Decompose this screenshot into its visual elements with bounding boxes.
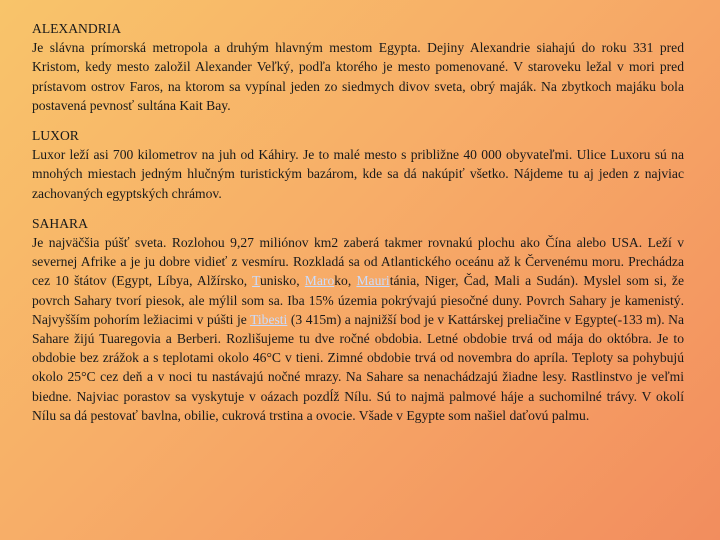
section-heading: SAHARA (32, 215, 88, 231)
text-run: tánia, Niger, Čad, Mali a Sudán). Myslel som si, že povrch Sahary tvorí piesok, ale mýlil som sa. Iba 15% územia pokrývajú piesočné duny. Povrch Sahary je kamenistý. Najvyšším pohorím ležiacimi v púšti je (32, 273, 684, 327)
section-heading: ALEXANDRIA (32, 21, 122, 36)
country-link-maroko[interactable]: Maro (304, 273, 335, 289)
text-run: Je najväčšia púšť sveta. Rozlohou 9,27 miliónov km2 zaberá takmer rovnakú plochu ako Čína alebo USA. Leží v severnej Afrike a je ju dobre vidieť z vesmíru. Rozkladá sa od Atlantického oceánu až k Červenému moru. Prechádza cez 10 štátov (Egypt, Líbya, Alžírsko, (32, 235, 684, 289)
section-text: Je slávna prímorská metropola a druhým hlavným mestom Egypta. Dejiny Alexandrie siahajú do roku 331 pred Kristom, kedy mesto založil Alexander Veľký, podľa ktorého je mesto pomenované. V staroveku ležal v mori pred prístavom ostrov Faros, na ktorom sa vypínal jeden zo siedmych divov sveta, obrý maják. Na zbytkoch majáku bola postavená pevnosť sultána Kait Bay. (32, 40, 684, 113)
link-tibesti[interactable]: Tibesti (250, 311, 288, 327)
text-run: (3 415m) a najnižší bod je v Kattárskej preliačine v Egypte(-133 m). Na Sahare žijú Tuaregovia a Berberi. Rozlišujeme tu dve ročné obdobia. Letné obdobie trvá od mája do októbra. Je to obdobie bez zrážok a s teplotami okolo 46°C v tieni. Zimné obdobie trvá od novembra do apríla. Teploty sa pohybujú okolo 25°C cez deň a v noci tu nastávajú nočné mrazy. Na Sahare sa nenachádzajú žiadne lesy. Rastlinstvo je veľmi biedne. Najviac porastov sa vyskytuje v oázach pozdĺž Nílu. Sú to najmä palmové háje a suchomilné trávy. V okolí Nílu sa dá pestovať bavlna, obilie, cukrová trstina a ovocie. Všade v Egypte som našiel daťovú palmu. (32, 311, 684, 423)
country-link-tunisko[interactable]: T (252, 273, 260, 289)
text-content (32, 19, 684, 436)
section-heading: LUXOR (32, 128, 79, 144)
section-sahara (32, 214, 684, 425)
text-run: unisko, (259, 273, 305, 289)
section-luxor (32, 126, 684, 203)
section-text (32, 233, 684, 425)
section-text: Luxor leží asi 700 kilometrov na juh od Káhiry. Je to malé mesto s približne 40 000 obyvateľmi. Ulice Luxoru sú na mnohých miestach jedným hlučným turistickým bazárom, kde sa dá nakúpiť všetko. Nájdeme tu aj jeden z najviac zachovaných egyptských chrámov. (32, 147, 684, 201)
section-alexandria (32, 19, 684, 115)
country-link-mauritania[interactable]: Mauri (356, 273, 390, 289)
text-run: ko, (334, 273, 357, 289)
